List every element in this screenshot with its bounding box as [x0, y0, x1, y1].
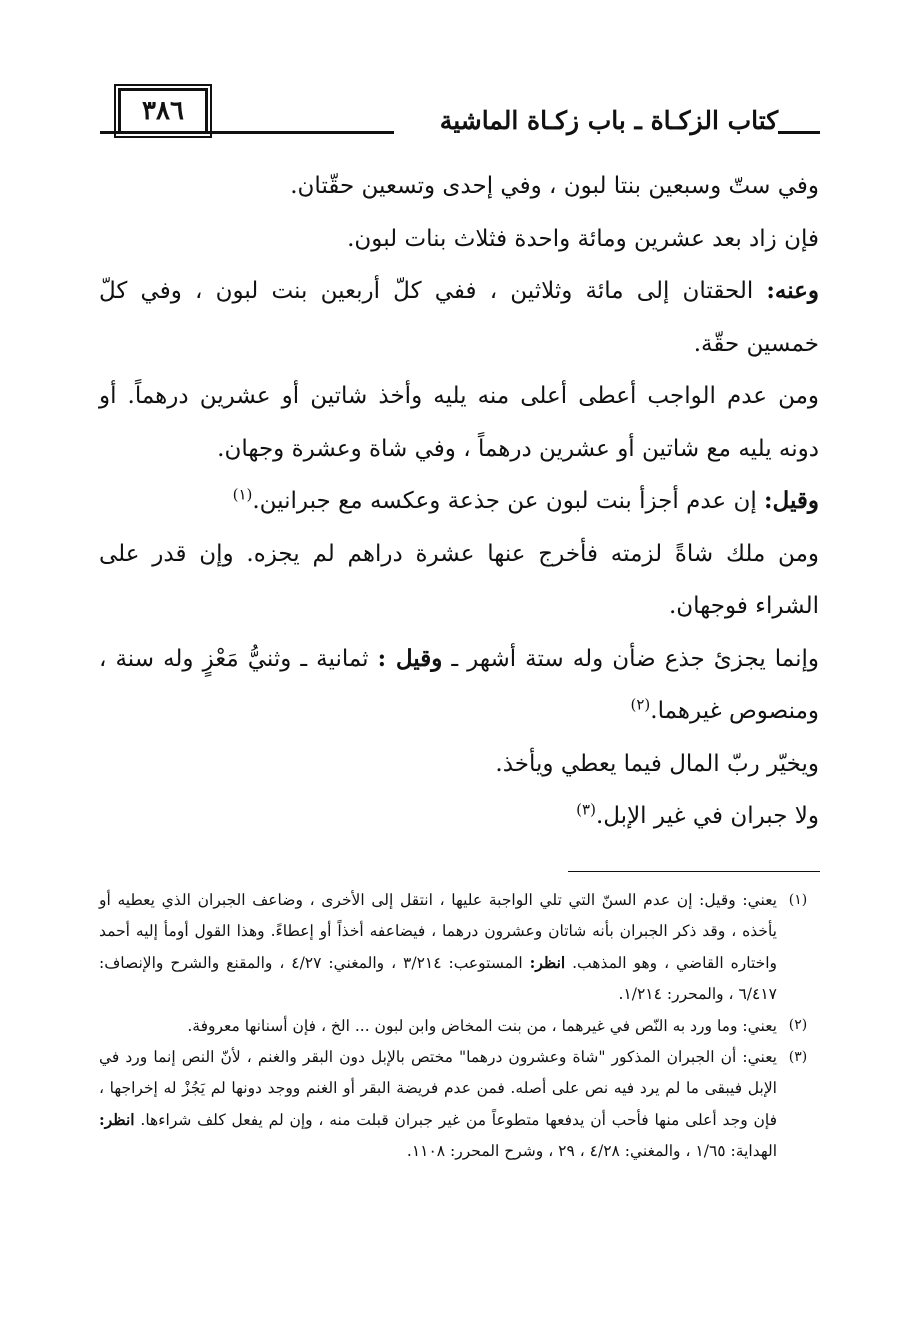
- paragraph-3-text: الحقتان إلى مائة وثلاثين ، ففي كلّ أربعين بنت لبون ، وفي كلّ خمسين حقّة.: [99, 278, 819, 357]
- paragraph-7-text-b: ثمانية ـ وثنيُّ مَعْزٍ وله سنة ، ومنصوص غيرهما.: [99, 645, 819, 724]
- footnote-number: (٢): [788, 1017, 808, 1033]
- page-number-box: [118, 88, 208, 134]
- paragraph-9-text: ولا جبران في غير الإبل.: [595, 803, 819, 829]
- footnote-text: [99, 1010, 777, 1042]
- header-title: كتاب الزكـاة ـ باب زكـاة الماشية: [439, 106, 779, 135]
- bold-lead: وقيل :: [377, 644, 443, 672]
- header-rule-middle: [204, 131, 394, 134]
- header-rule-right: [778, 131, 820, 134]
- paragraph-8: ويخيّر ربّ المال فيما يعطي ويأخذ.: [495, 750, 819, 777]
- footnote: [99, 885, 819, 1010]
- paragraph-6: ومن ملك شاةً لزمته فأخرج عنها عشرة دراهم لم يجزه. وإن قدر على الشراء فوجهان.: [99, 540, 819, 619]
- footnote-text-pre: يعني: وقيل: إن عدم السنّ التي تلي الواجبة عليها ، انتقل إلى الأخرى ، وضاعف الجبران الذي يعطيه أو يأخذه ، وقد ذكر الجبران بأنه شاتان وعشرون درهما ، فيضاعفه أخذاً أو إعطاءً. وهذا القول أومأ إليه أحمد واختاره القاضي ، وهو المذهب.: [99, 891, 777, 972]
- paragraph-9: [99, 790, 819, 843]
- paragraph-4: ومن عدم الواجب أعطى أعلى منه يليه وأخذ شاتين أو عشرين درهماً. أو دونه يليه مع شاتين أو عشرين درهماً ، وفي شاة وعشرة وجهان.: [99, 383, 819, 462]
- paragraph-3: [99, 265, 819, 370]
- paragraph-1: وفي ستّ وسبعين بنتا لبون ، وفي إحدى وتسعين حقّتان.: [290, 173, 819, 199]
- paragraph-7-text-a: وإنما يجزئ جذع ضأن وله ستة أشهر ـ: [442, 645, 819, 672]
- footnote-text: [99, 885, 777, 1010]
- footnote-number: (٣): [788, 1049, 808, 1065]
- paragraph-5: [99, 475, 819, 528]
- main-text: [99, 160, 819, 843]
- bold-lead: وعنه:: [766, 277, 819, 304]
- footnote-text-pre: يعني: أن الجبران المذكور "شاة وعشرون درهما" مختص بالإبل دون البقر والغنم ، لأنّ النص إنما ورد في الإبل فيبقى ما لم يرد فيه نص على أصله. فمن عدم فريضة البقر أو الغنم ووجد دونها لم يَجُزْ له إخراجها ، فإن وجد أعلى منها فأحب أن يدفعها متطوعاً من غير جبران قبلت منه ، وإن لم يفعل كلف شراءها.: [99, 1048, 777, 1129]
- paragraph-5-text: إن عدم أجزأ بنت لبون عن جذعة وعكسه مع جبرانين.: [252, 488, 765, 514]
- footnote-ref[interactable]: (٣): [576, 800, 596, 819]
- footnotes: [99, 885, 819, 1167]
- bold-lead: انظر:: [99, 1110, 135, 1129]
- footnote-text-post: المستوعب: ٣/٢١٤ ، والمغني: ٤/٢٧ ، والمقنع والشرح والإنصاف: ٦/٤١٧ ، والمحرر: ١/٢١٤.: [99, 954, 777, 1003]
- footnote: [99, 1010, 819, 1042]
- footnote-text-post: الهداية: ١/٦٥ ، والمغني: ٤/٢٨ ، ٢٩ ، وشرح المحرر: ١١٠٨.: [406, 1142, 777, 1160]
- footnote-number: (١): [788, 892, 808, 908]
- page-number: ٣٨٦: [142, 96, 184, 126]
- paragraph-7: [99, 633, 819, 738]
- footnote-separator: [568, 871, 820, 872]
- bold-lead: وقيل:: [764, 487, 819, 514]
- paragraph-2: فإن زاد بعد عشرين ومائة واحدة فثلاث بنات لبون.: [347, 225, 819, 252]
- footnote-text: [99, 1042, 777, 1167]
- header-rule-left: [100, 131, 120, 134]
- footnote-ref[interactable]: (٢): [630, 695, 651, 714]
- footnote-ref[interactable]: (١): [232, 485, 253, 504]
- footnote: [99, 1042, 819, 1167]
- footnote-text-pre: يعني: وما ورد به النّص في غيرهما ، من بنت المخاض وابن لبون ... الخ ، فإن أسنانها معروفة.: [187, 1017, 777, 1035]
- bold-lead: انظر:: [529, 953, 566, 972]
